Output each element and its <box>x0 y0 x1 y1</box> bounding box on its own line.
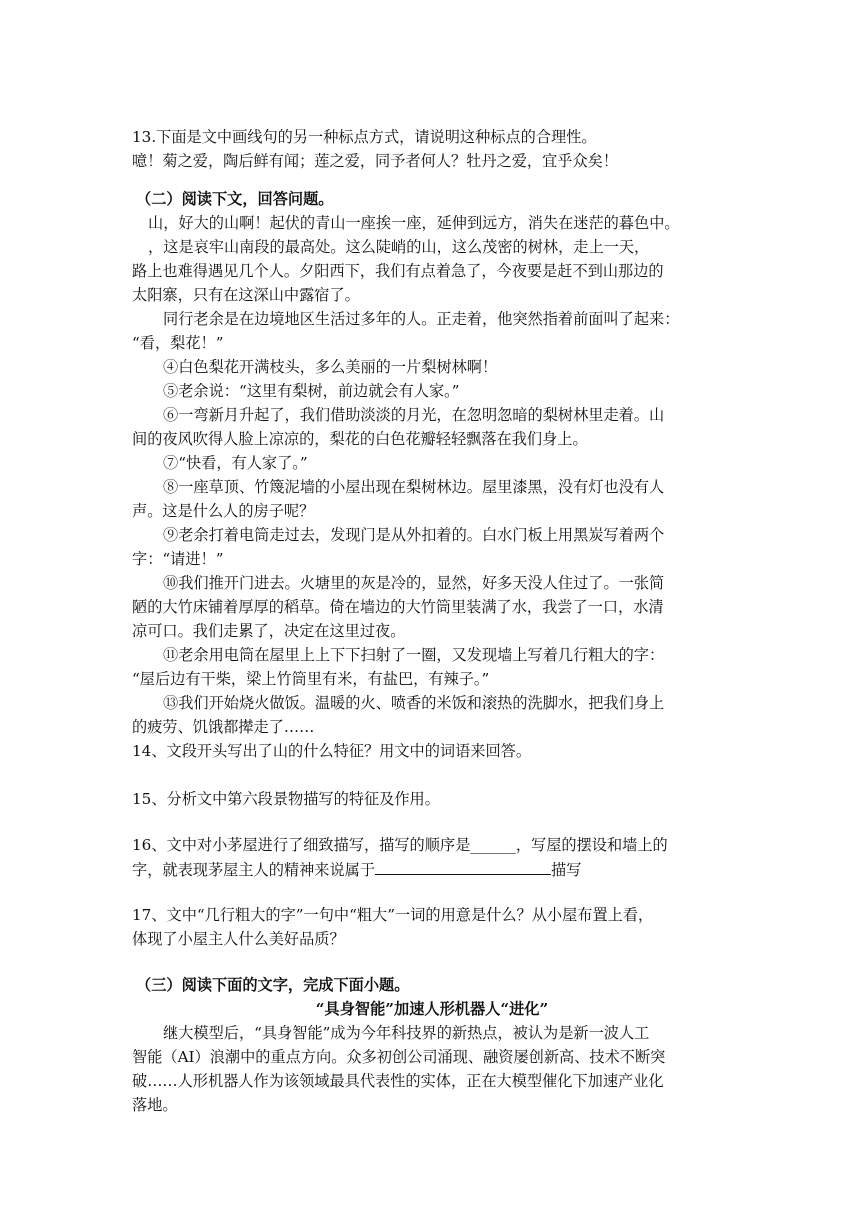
passage-line: ⑧一座草顶、竹篾泥墙的小屋出现在梨树林边。屋里漆黑，没有灯也没有人 <box>163 478 665 496</box>
passage-line: ⑨老余打着电筒走过去，发现门是从外扣着的。白水门板上用黑炭写着两个 <box>163 526 665 544</box>
q17-line-1: 17、文中“几行粗大的字”一句中“粗大”一词的用意是什么？从小屋布置上看， <box>132 906 654 924</box>
passage-line: ⑤老余说：“这里有梨树，前边就会有人家。” <box>163 382 460 400</box>
passage-line: 字：“请进！” <box>132 550 224 568</box>
passage-line: ⑥一弯新月升起了，我们借助淡淡的月光，在忽明忽暗的梨树林里走着。山 <box>163 406 665 424</box>
section-3-heading: （三）阅读下面的文字，完成下面小题。 <box>136 976 410 994</box>
passage-line: ，这是哀牢山南段的最高处。这么陡峭的山，这么茂密的树林，走上一天， <box>148 238 650 256</box>
q16-line-2 <box>132 860 732 881</box>
q15-text: 15、分析文中第六段景物描写的特征及作用。 <box>132 790 440 808</box>
passage-line: 同行老余是在边境地区生活过多年的人。正走着，他突然指着前面叫了起来： <box>163 310 680 328</box>
passage-line: ④白色梨花开满枝头，多么美丽的一片梨树林啊！ <box>163 358 498 376</box>
article-line: 落地。 <box>132 1096 178 1114</box>
section-2-heading: （二）阅读下文，回答问题。 <box>136 190 334 208</box>
q13-line-1: 13.下面是文中画线句的另一种标点方式，请说明这种标点的合理性。 <box>132 128 597 146</box>
passage-line: 声。这是什么人的房子呢？ <box>132 502 315 520</box>
answer-blank <box>375 860 551 875</box>
article-line: 智能（AI）浪潮中的重点方向。众多初创公司涌现、融资屡创新高、技术不断突 <box>132 1048 666 1066</box>
article-title: “具身智能”加速人形机器人“进化” <box>315 1000 549 1018</box>
passage-line: 陋的大竹床铺着厚厚的稻草。倚在墙边的大竹筒里装满了水，我尝了一口，水清 <box>132 598 664 616</box>
passage-line: 山，好大的山啊！起伏的青山一座挨一座，延伸到远方，消失在迷茫的暮色中。 <box>148 214 680 232</box>
q14-text: 14、文段开头写出了山的什么特征？用文中的词语来回答。 <box>132 742 532 760</box>
passage-line: ⑦“快看，有人家了。” <box>163 454 308 472</box>
q13-line-2: 噫！菊之爱，陶后鲜有闻；莲之爱，同予者何人？牡丹之爱，宜乎众矣！ <box>132 152 618 170</box>
article-line: 继大模型后，“具身智能”成为今年科技界的新热点，被认为是新一波人工 <box>163 1024 650 1042</box>
q17-line-2: 体现了小屋主人什么美好品质？ <box>132 930 345 948</box>
passage-line: ⑩我们推开门进去。火塘里的灰是冷的，显然，好多天没人住过了。一张简 <box>163 574 665 592</box>
passage-line: 太阳寨，只有在这深山中露宿了。 <box>132 286 360 304</box>
q16-line-2-before: 字，就表现茅屋主人的精神来说属于 <box>132 861 375 879</box>
passage-line: ⑬我们开始烧火做饭。温暖的火、喷香的米饭和滚热的洗脚水，把我们身上 <box>163 694 665 712</box>
q16-line-2-after: 描写 <box>551 861 582 879</box>
passage-line: “屋后边有干柴，梁上竹筒里有米，有盐巴，有辣子。” <box>132 670 490 688</box>
passage-line: 的疲劳、饥饿都撵走了…… <box>132 718 315 736</box>
passage-line: 间的夜风吹得人脸上凉凉的，梨花的白色花瓣轻轻飘落在我们身上。 <box>132 430 588 448</box>
passage-line: ⑪老余用电筒在屋里上上下下扫射了一圈，又发现墙上写着几行粗大的字： <box>163 646 665 664</box>
q16-line-1: 16、文中对小茅屋进行了细致描写，描写的顺序是______，写屋的摆设和墙上的 <box>132 836 668 854</box>
passage-line: 凉可口。我们走累了，决定在这里过夜。 <box>132 622 406 640</box>
passage-line: 路上也难得遇见几个人。夕阳西下，我们有点着急了，今夜要是赶不到山那边的 <box>132 262 664 280</box>
passage-line: “看，梨花！” <box>132 334 224 352</box>
article-line: 破……人形机器人作为该领域最具代表性的实体，正在大模型催化下加速产业化 <box>132 1072 664 1090</box>
